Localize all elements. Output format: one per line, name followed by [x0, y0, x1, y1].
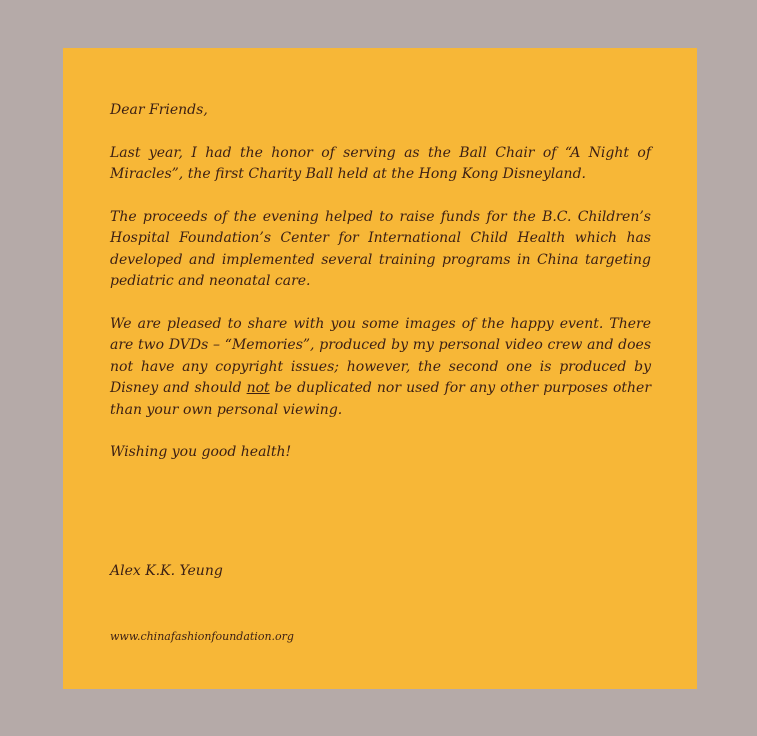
- paragraph-3-emphasis: not: [246, 380, 270, 396]
- letter-paragraph-2: The proceeds of the evening helped to raise funds for the B.C. Children’s Hospital Foundation’s Center for International Child Health which has developed and implemented several training programs in China targeting pediatric and neonatal care.: [110, 208, 651, 289]
- paragraph-3-text-before: We are pleased to share with you some images of the happy event. There are two DVDs – “Memories”, produced by my personal video crew and does not have any copyright issues; however, the second one is produced by Disney and should: [110, 315, 651, 396]
- letter-paper: [63, 48, 697, 689]
- foundation-website: www.chinafashionfoundation.org: [110, 630, 294, 643]
- letter-closing: Wishing you good health!: [110, 444, 292, 460]
- letter-paragraph-1: Last year, I had the honor of serving as the Ball Chair of “A Night of Miracles”, the first Charity Ball held at the Hong Kong Disneyland.: [110, 144, 651, 182]
- letter-greeting: Dear Friends,: [110, 102, 208, 118]
- letter-signature: Alex K.K. Yeung: [110, 563, 223, 579]
- letter-paragraph-3: [110, 314, 651, 422]
- paragraph-3-text-after: be duplicated nor used for any other purposes other than your own personal viewing.: [110, 380, 652, 418]
